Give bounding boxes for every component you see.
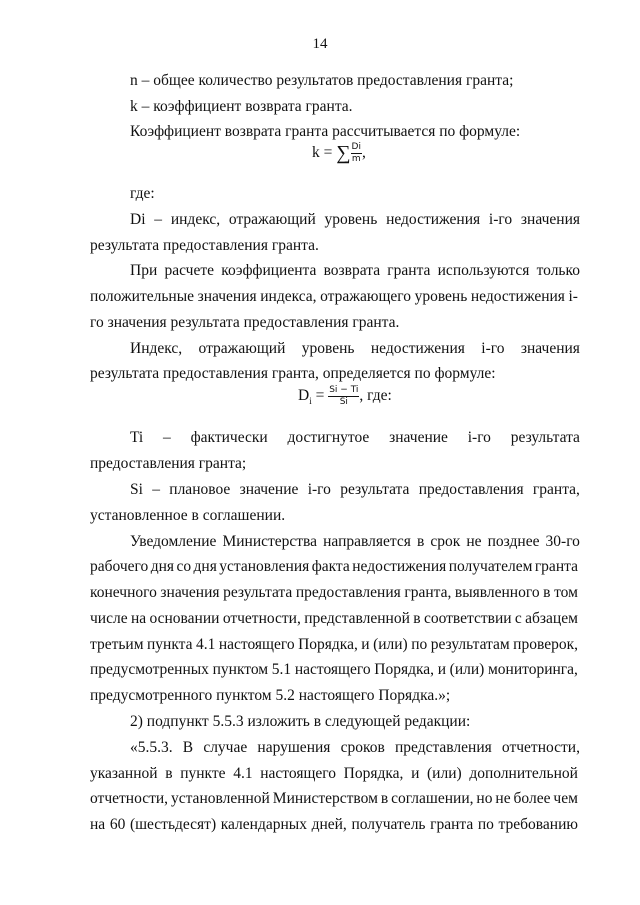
word: направляется: [323, 533, 411, 550]
word: сроков: [340, 739, 385, 756]
word: Порядка,: [374, 661, 435, 678]
word: уровень: [414, 288, 468, 305]
word: Министерства: [222, 533, 318, 550]
word: отчетности,: [222, 610, 301, 627]
word: получатель: [351, 816, 426, 833]
word: на: [130, 610, 147, 627]
word: предоставления: [295, 584, 401, 601]
word: чем: [553, 790, 578, 807]
word: недостижения: [370, 340, 465, 357]
formula-k: k = ∑ $\frac{Di}{m}$ ,: [312, 142, 366, 164]
word: результата: [510, 429, 580, 446]
word: том: [554, 584, 578, 601]
word: календарных: [220, 816, 307, 833]
word: дней,: [311, 816, 347, 833]
word: (или): [427, 765, 462, 782]
word: Порядка,: [343, 765, 404, 782]
word: нарушения: [257, 739, 331, 756]
word: в: [543, 584, 551, 601]
text-line: [130, 738, 580, 758]
word: установления: [219, 558, 310, 575]
word: третьим: [90, 636, 144, 653]
text-line: [130, 480, 580, 500]
word: значение: [389, 429, 448, 446]
word: отражающего: [320, 288, 411, 305]
word: недостижения: [352, 558, 447, 575]
word: предусмотренных: [90, 661, 209, 678]
word: требованию: [498, 816, 578, 833]
word: отражающий: [228, 211, 316, 228]
page-number: 14: [312, 36, 328, 52]
word: срок: [430, 533, 461, 550]
word: i-: [568, 288, 578, 305]
word: отражающий: [198, 340, 286, 357]
word: по: [411, 636, 428, 653]
word: положительные: [90, 288, 194, 305]
text-line: [90, 635, 578, 655]
word: –: [154, 211, 163, 228]
word: В: [182, 739, 194, 756]
word: дополнительной: [469, 765, 578, 782]
text-line: результата предоставления гранта.: [90, 237, 319, 254]
word: отчетности,: [501, 739, 580, 756]
word: i-го: [488, 211, 513, 228]
word: и: [411, 765, 420, 782]
word: гранта,: [404, 584, 452, 601]
word: в: [380, 790, 389, 807]
word: (шестьдесят): [129, 816, 217, 833]
word: гранта: [430, 816, 474, 833]
word: позднее: [487, 533, 540, 550]
word: не: [466, 533, 482, 550]
word: настоящего: [294, 661, 371, 678]
text-line: [90, 789, 578, 809]
word: 5.1: [271, 661, 292, 678]
word: уровень: [301, 340, 355, 357]
formula-d: $D_i$ = $\frac{Si - Ti}{Si}$ , где:: [298, 385, 392, 407]
text-line: где:: [130, 185, 155, 202]
word: гранта: [387, 262, 431, 279]
word: 60: [109, 816, 126, 833]
text-line: [130, 532, 580, 552]
word: соглашении,: [391, 790, 474, 807]
word: гранта,: [532, 481, 580, 498]
text-line: [90, 583, 578, 603]
word: недостижения: [386, 211, 481, 228]
word: более: [513, 790, 551, 807]
word: уровень: [324, 211, 378, 228]
word: на: [90, 816, 106, 833]
word: со: [176, 558, 192, 575]
word: основании: [149, 610, 220, 627]
word: с: [514, 610, 522, 627]
word: (или): [449, 661, 485, 678]
word: установленной: [170, 790, 270, 807]
text-line: [130, 339, 580, 359]
word: числе: [90, 610, 128, 627]
word: пункте: [180, 765, 226, 782]
word: 4.1: [233, 765, 253, 782]
word: конечного: [90, 584, 157, 601]
word: плановое: [169, 481, 231, 498]
word: Министерством: [272, 790, 378, 807]
word: в: [416, 533, 425, 550]
text-line: [130, 210, 580, 230]
word: фактически: [190, 429, 268, 446]
word: настоящего: [260, 765, 336, 782]
word: Si: [130, 481, 143, 498]
word: расчете: [164, 262, 214, 279]
word: 30-го: [545, 533, 580, 550]
fraction: $\frac{Si - Ti}{Si}$: [329, 385, 359, 407]
word: проверок,: [513, 636, 578, 653]
word: выявленного: [454, 584, 540, 601]
text-line: [90, 815, 578, 835]
word: значение: [239, 481, 299, 498]
word: i-го: [467, 429, 491, 446]
text-line: предоставления гранта;: [90, 455, 247, 472]
word: значения: [520, 211, 580, 228]
word: –: [163, 429, 171, 446]
text-line: Коэффициент возврата гранта рассчитывается по формуле:: [130, 123, 521, 140]
word: только: [536, 262, 580, 279]
word: возврата: [323, 262, 381, 279]
word: недостижения: [470, 288, 565, 305]
text-line: предусмотренного пунктом 5.2 настоящего Порядка.»;: [90, 687, 451, 704]
word: соответствии: [423, 610, 512, 627]
word: пунктом: [212, 661, 269, 678]
word: по: [477, 816, 494, 833]
word: Уведомление: [130, 533, 217, 550]
word: значения: [197, 288, 257, 305]
word: значения: [520, 340, 580, 357]
word: случае: [203, 739, 248, 756]
word: коэффициента: [221, 262, 317, 279]
word: представления: [394, 739, 492, 756]
word: При: [130, 262, 158, 279]
word: указанной: [90, 765, 158, 782]
text-line: [90, 660, 578, 680]
word: Порядка,: [298, 636, 358, 653]
word: Индекс,: [130, 340, 183, 357]
word: рабочего: [90, 558, 149, 575]
word: (или): [373, 636, 408, 653]
text-line: [90, 287, 578, 307]
text-line: [90, 764, 578, 784]
word: в: [165, 765, 173, 782]
text-line: n – общее количество результатов предоставления гранта;: [130, 72, 514, 89]
word: результата: [223, 584, 293, 601]
word: достигнутое: [287, 429, 370, 446]
word: но: [476, 790, 493, 807]
text-line: [130, 428, 580, 448]
word: дня: [193, 558, 217, 575]
word: абзацем: [525, 610, 578, 627]
word: в: [413, 610, 421, 627]
word: не: [495, 790, 511, 807]
text-line: установленное в соглашении.: [90, 507, 286, 524]
word: настоящего: [218, 636, 295, 653]
word: результатам: [430, 636, 510, 653]
word: и: [437, 661, 446, 678]
text-line: го значения результата предоставления гранта.: [90, 314, 400, 331]
text-line: k – коэффициент возврата гранта.: [130, 98, 353, 115]
word: индекса,: [260, 288, 317, 305]
text-line: [130, 261, 580, 281]
fraction: $\frac{Di}{m}$: [351, 142, 361, 164]
word: мониторинга,: [487, 661, 578, 678]
word: i-го: [481, 340, 505, 357]
word: и: [361, 636, 370, 653]
text-line: [90, 557, 578, 577]
text-line: [90, 609, 578, 629]
word: дня: [150, 558, 175, 575]
word: Di: [130, 211, 146, 228]
word: –: [152, 481, 160, 498]
word: получателем: [448, 558, 533, 575]
text-line: 2) подпункт 5.5.3 изложить в следующей редакции:: [130, 713, 471, 730]
word: пункта: [147, 636, 193, 653]
word: гранта: [534, 558, 578, 575]
word: индекс,: [170, 211, 221, 228]
word: «5.5.3.: [130, 739, 173, 756]
word: i-го: [307, 481, 331, 498]
word: факта: [311, 558, 350, 575]
word: предоставления: [418, 481, 524, 498]
word: отчетности,: [90, 790, 169, 807]
word: значения: [160, 584, 220, 601]
word: Ti: [130, 429, 144, 446]
word: результата: [340, 481, 410, 498]
text-line: результата предоставления гранта, определяется по формуле:: [90, 365, 496, 382]
word: используются: [437, 262, 530, 279]
word: представленной: [304, 610, 410, 627]
word: 4.1: [196, 636, 216, 653]
